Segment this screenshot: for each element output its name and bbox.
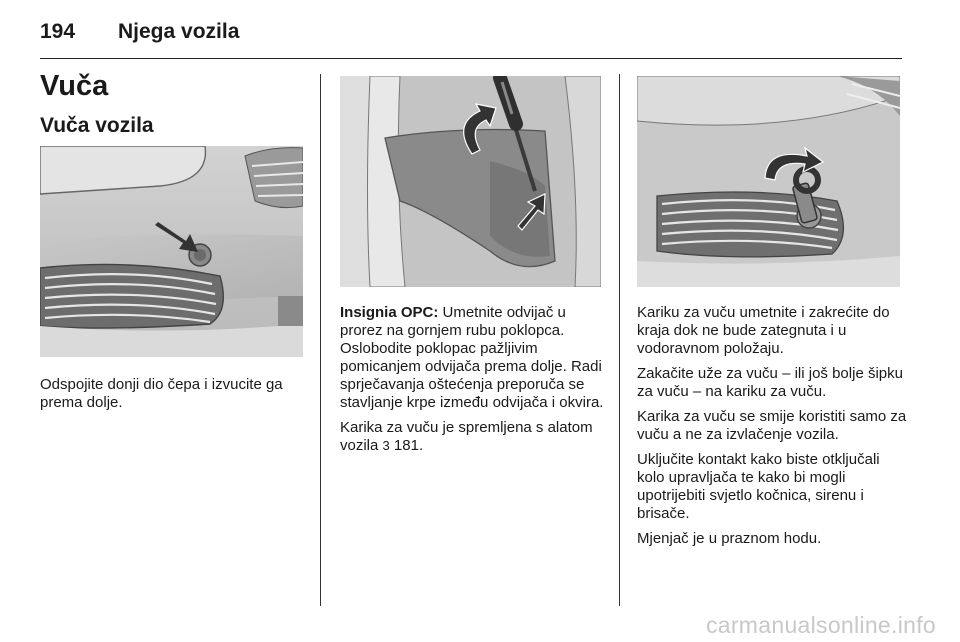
page-number: 194 [40, 20, 76, 43]
page-reference-icon: 3 [382, 438, 390, 453]
figure-bumper-cap [40, 146, 303, 357]
subsection-title: Vuča vozila [40, 114, 154, 137]
col2-paragraph-1: Insignia OPC: Umetnite odvijač u prorez na gornjem rubu poklopca. Oslobodite poklopac pažljivim pomicanjem odvijača prema dolje. Radi sprječavanja oštećenja preporuča se stavljanje krpe između odvijača i okvira. [340, 304, 604, 411]
col2-paragraph-2: Karika za vuču je spremljena s alatom vozila 3 181. [340, 419, 593, 454]
header-title: Njega vozila [118, 20, 240, 43]
section-title: Vuča [40, 70, 109, 102]
figure-opc-screwdriver [340, 76, 601, 287]
figure-tow-eye [637, 76, 900, 287]
col1-paragraph: Odspojite donji dio čepa i izvucite ga prema dolje. [40, 376, 283, 411]
col1-text [40, 376, 308, 419]
column-divider-1 [320, 74, 321, 606]
col3-paragraph: Kariku za vuču umetnite i zakrećite do kraja dok ne bude zategnuta i u vodoravnom položaju. [637, 304, 890, 357]
page-header [40, 18, 902, 59]
col3-paragraph: Karika za vuču se smije koristiti samo za vuču a ne za izvlačenje vozila. [637, 408, 907, 443]
watermark: carmanualsonline.info [705, 612, 936, 638]
col3-paragraph: Mjenjač je u praznom hodu. [637, 530, 822, 547]
column-divider-2 [619, 74, 620, 606]
col3-text [637, 304, 907, 555]
col3-paragraph: Uključite kontakt kako biste otključali kolo upravljača te kako bi mogli upotrijebiti svjetlo kočnica, sirenu i brisače. [637, 451, 880, 522]
col2-text [340, 304, 606, 462]
opc-label: Insignia OPC: [340, 304, 439, 321]
col3-paragraph: Zakačite uže za vuču – ili još bolje šipku za vuču – na kariku za vuču. [637, 365, 903, 400]
